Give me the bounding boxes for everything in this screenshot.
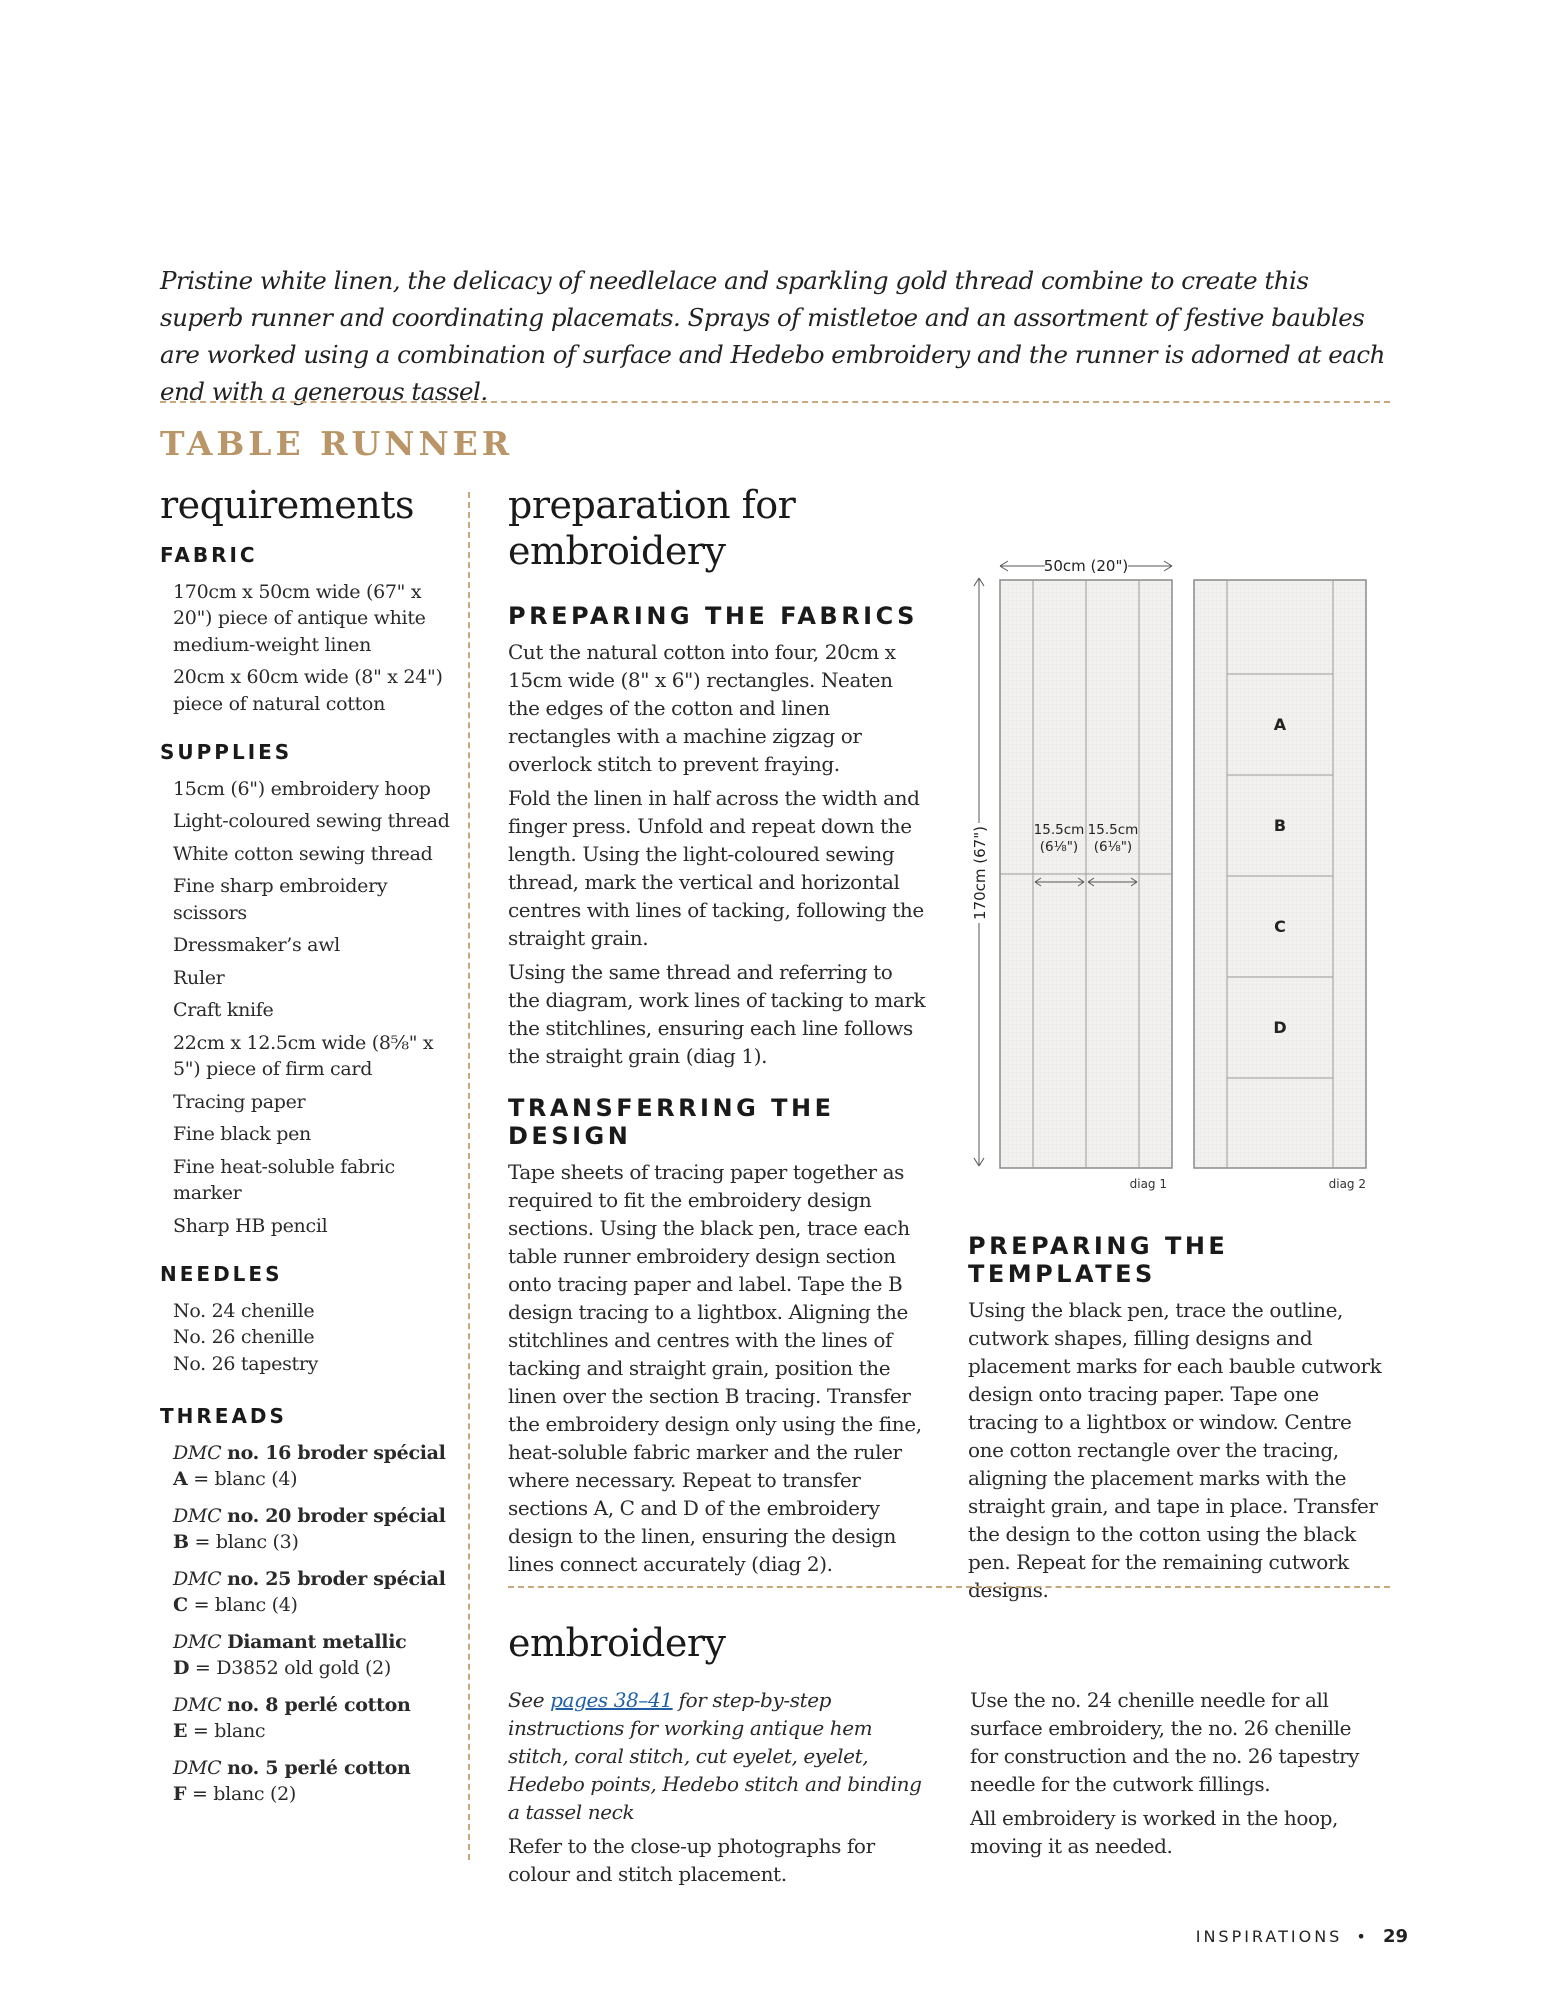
pages-link[interactable]: pages 38–41	[550, 1688, 673, 1712]
transferring-design-text	[508, 1158, 928, 1578]
preparation-heading-line1: preparation for	[508, 483, 796, 527]
supply-item: Ruler	[173, 966, 225, 989]
measure-left: 15.5cm	[1033, 822, 1085, 838]
paragraph: Using the same thread and referring to the diagram, work lines of tacking to mark the stitchlines, ensuring each line follows the straight grain (diag 1).	[508, 960, 926, 1068]
fabric-heading: FABRIC	[160, 543, 258, 567]
thread-item	[173, 1692, 460, 1745]
embroidery-left	[508, 1686, 928, 1894]
fabric-item: 170cm x 50cm wide (67" x 20") piece of antique white medium-weight linen	[173, 580, 426, 656]
requirements-heading: requirements	[160, 483, 415, 527]
needle-item: No. 26 chenille	[173, 1326, 315, 1348]
requirements-list	[160, 542, 460, 1808]
diagram-1	[1000, 580, 1172, 1191]
thread-item	[173, 1755, 460, 1808]
page-number: 29	[1382, 1926, 1408, 1947]
paragraph: Fold the linen in half across the width and finger press. Unfold and repeat down the length. Using the light-coloured sewing thread, mark the vertical and horizontal centres with lines of tacking, following the straight grain.	[508, 786, 924, 950]
supply-item: Craft knife	[173, 999, 274, 1021]
thread-key: C	[173, 1594, 188, 1616]
embroidery-right	[970, 1686, 1370, 1866]
thread-value: = blanc (3)	[188, 1531, 299, 1553]
supply-item: Fine sharp embroidery scissors	[173, 875, 388, 924]
thread-item	[173, 1566, 460, 1619]
supply-item: 15cm (6") embroidery hoop	[173, 777, 431, 800]
intro-text: Pristine white linen, the delicacy of needlelace and sparkling gold thread combine to create this superb runner and coordinating placemats. Sprays of mistletoe and an assortment of festive baubles are worked using a combination of surface and Hedebo embroidery and the runner is adorned at each end with a generous tassel.	[160, 266, 1385, 406]
thread-value: = blanc (4)	[187, 1594, 298, 1616]
preparation-heading-line2: embroidery	[508, 529, 726, 573]
embroidery-heading: embroidery	[508, 1621, 726, 1665]
preparing-templates-heading: PREPARING THE TEMPLATES	[968, 1232, 1229, 1288]
thread-value: = blanc (2)	[186, 1783, 297, 1805]
width-arrow	[1000, 557, 1172, 575]
thread-key: A	[173, 1468, 188, 1490]
length-arrow	[971, 578, 989, 1166]
supply-item: Light-coloured sewing thread	[173, 810, 450, 832]
thread-value: = blanc	[187, 1720, 266, 1742]
diag-1-label: diag 1	[1129, 1177, 1167, 1191]
thread-brand: DMC	[173, 1567, 222, 1590]
width-label: 50cm (20")	[1043, 557, 1129, 575]
see-pages-note	[508, 1686, 928, 1826]
supply-item: Fine heat-soluble fabric marker	[173, 1155, 395, 1204]
see-prefix: See	[508, 1688, 551, 1712]
templates-column	[968, 1232, 1390, 1610]
preparation-heading	[508, 482, 928, 574]
measure-right-sub: (6⅛")	[1093, 839, 1133, 855]
section-label: A	[1273, 715, 1287, 734]
footer-label: INSPIRATIONS	[1195, 1927, 1343, 1946]
needles-note: Use the no. 24 chenille needle for all surface embroidery, the no. 26 chenille for construction and the no. 26 tapestry needle for the cutwork fillings.	[970, 1688, 1360, 1796]
thread-name: no. 16 broder spécial	[227, 1441, 446, 1464]
thread-brand: DMC	[173, 1693, 222, 1716]
supplies-heading: SUPPLIES	[160, 740, 293, 764]
preparing-fabrics-heading: PREPARING THE FABRICS	[508, 602, 918, 630]
preparation-column	[508, 482, 928, 1584]
thread-name: no. 5 perlé cotton	[227, 1756, 411, 1779]
needle-item: No. 26 tapestry	[173, 1352, 319, 1375]
page-footer	[1196, 1926, 1408, 1947]
thread-brand: DMC	[173, 1504, 222, 1527]
thread-name: no. 25 broder spécial	[227, 1567, 446, 1590]
thread-name: no. 8 perlé cotton	[227, 1693, 411, 1716]
paragraph: Cut the natural cotton into four, 20cm x 15cm wide (8" x 6") rectangles. Neaten the edges of the cotton and linen rectangles with a machine zigzag or overlock stitch to prevent fraying.	[508, 640, 896, 776]
refer-note: Refer to the close-up photographs for colour and stitch placement.	[508, 1834, 875, 1886]
length-label: 170cm (67")	[971, 826, 989, 920]
divider-top	[160, 401, 1390, 403]
divider-embroidery	[508, 1586, 1390, 1588]
footer-bullet: •	[1356, 1927, 1369, 1946]
hoop-note: All embroidery is worked in the hoop, moving it as needed.	[970, 1806, 1338, 1858]
thread-value: = blanc (4)	[187, 1468, 298, 1490]
see-suffix: for step-by-step instructions for working antique hem stitch, coral stitch, cut eyelet, eyelet, Hedebo points, Hedebo stitch and binding a tassel neck	[508, 1688, 922, 1824]
thread-brand: DMC	[173, 1756, 222, 1779]
needle-item: No. 24 chenille	[173, 1299, 315, 1322]
thread-name: Diamant metallic	[227, 1630, 407, 1653]
diagram-2	[1194, 580, 1366, 1191]
preparing-fabrics-text	[508, 638, 928, 1070]
thread-key: F	[173, 1783, 187, 1805]
thread-item	[173, 1503, 460, 1556]
measure-left-sub: (6⅛")	[1039, 839, 1079, 855]
thread-name: no. 20 broder spécial	[227, 1504, 446, 1527]
supply-item: Dressmaker’s awl	[173, 934, 340, 956]
thread-brand: DMC	[173, 1630, 222, 1653]
thread-key: B	[173, 1531, 189, 1553]
paragraph: Tape sheets of tracing paper together as required to fit the embroidery design sections. Using the black pen, trace each table runner embroidery design section onto tracing paper and label. Tape the B design tracing to a lightbox. Aligning the stitchlines and centres with the lines of tacking and straight grain, position the linen over the section B tracing. Transfer the embroidery design only using the fine, heat-soluble fabric marker and the ruler where necessary. Repeat to transfer sections A, C and D of the embroidery design to the linen, ensuring the design lines connect accurately (diag 2).	[508, 1160, 922, 1576]
transferring-design-heading: TRANSFERRING THE DESIGN	[508, 1094, 835, 1150]
thread-item	[173, 1629, 460, 1682]
supply-item: 22cm x 12.5cm wide (8⅝" x 5") piece of firm card	[173, 1031, 434, 1080]
supply-item: Fine black pen	[173, 1123, 311, 1145]
needles-heading: NEEDLES	[160, 1262, 283, 1286]
section-title: TABLE RUNNER	[160, 424, 514, 463]
column-divider	[468, 492, 470, 1860]
thread-brand: DMC	[173, 1441, 222, 1464]
paragraph: Using the black pen, trace the outline, cutwork shapes, filling designs and placement marks for each bauble cutwork design onto tracing paper. Tape one tracing to a lightbox or window. Centre one cotton rectangle over the tracing, aligning the placement marks with the straight grain, and tape in place. Transfer the design to the cotton using the black pen. Repeat for the remaining cutwork designs.	[968, 1298, 1382, 1602]
thread-key: E	[173, 1720, 188, 1742]
supply-item: Tracing paper	[173, 1090, 306, 1113]
section-label: D	[1273, 1018, 1287, 1037]
thread-key: D	[173, 1657, 190, 1679]
requirements-column	[160, 482, 460, 1818]
section-label: B	[1273, 816, 1287, 835]
thread-value: = D3852 old gold (2)	[189, 1657, 392, 1679]
preparing-templates-text	[968, 1296, 1390, 1604]
supply-item: White cotton sewing thread	[173, 842, 433, 865]
runner-diagrams	[960, 548, 1380, 1208]
thread-item	[173, 1440, 460, 1493]
measure-right: 15.5cm	[1087, 822, 1139, 838]
diag-2-label: diag 2	[1328, 1177, 1366, 1191]
section-label: C	[1274, 917, 1286, 936]
fabric-item: 20cm x 60cm wide (8" x 24") piece of natural cotton	[173, 666, 443, 715]
supply-item: Sharp HB pencil	[173, 1214, 328, 1237]
threads-heading: THREADS	[160, 1404, 287, 1428]
